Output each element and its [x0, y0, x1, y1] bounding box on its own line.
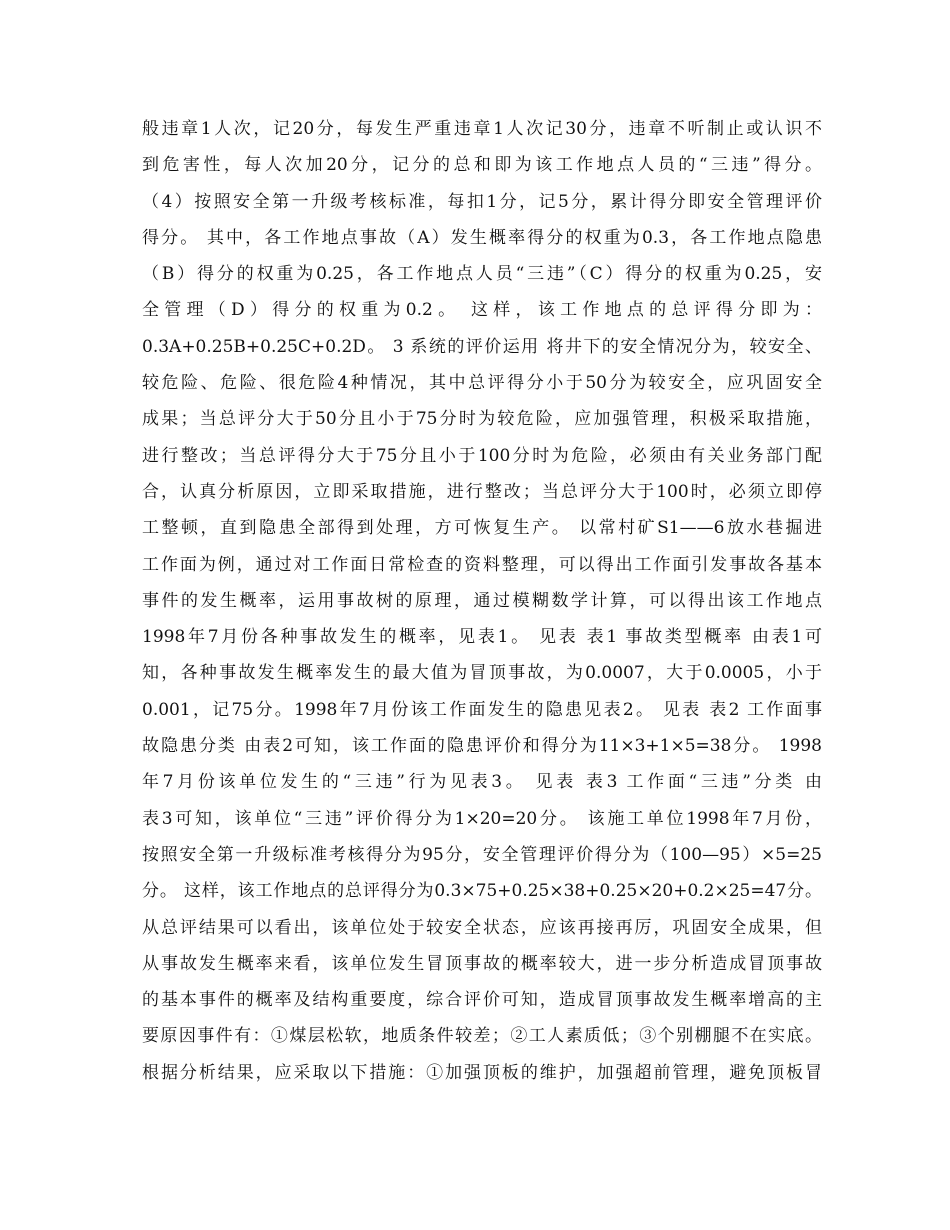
text-line-15: 1998年7月份各种事故发生的概率，见表1。 见表 表1 事故类型概率 由表1可 — [142, 627, 822, 648]
text-line-3: （4）按照安全第一升级考核标准，每扣1分，记5分，累计得分即安全管理评价 — [142, 191, 822, 212]
text-line-1: 般违章1人次，记20分，每发生严重违章1人次记30分，违章不听制止或认识不 — [142, 119, 822, 139]
text-line-19: 年7月份该单位发生的“三违”行为见表3。 见表 表3 工作面“三违”分类 由 — [142, 772, 822, 793]
text-line-24: 从事故发生概率来看，该单位发生冒顶事故的概率较大，进一步分析造成冒顶事故 — [142, 953, 822, 974]
text-line-27: 根据分析结果，应采取以下措施：①加强顶板的维护，加强超前管理，避免顶板冒 — [142, 1062, 822, 1083]
text-line-8: 较危险、危险、很危险4种情况，其中总评得分小于50分为较安全，应巩固安全 — [142, 373, 822, 394]
text-line-2: 到危害性，每人次加20分，记分的总和即为该工作地点人员的“三违”得分。 — [142, 155, 822, 176]
text-line-7: 0.3A+0.25B+0.25C+0.2D。 3 系统的评价运用 将井下的安全情况分为，较安全、 — [142, 336, 822, 357]
text-line-20: 表3可知，该单位“三违”评价得分为1×20=20分。 该施工单位1998年7月份， — [142, 808, 822, 829]
body-text — [142, 115, 822, 1095]
text-line-22: 分。 这样，该工作地点的总评得分为0.3×75+0.25×38+0.25×20+0.2×25=47分。 — [142, 881, 822, 902]
text-line-4: 得分。 其中，各工作地点事故（A）发生概率得分的权重为0.3，各工作地点隐患 — [142, 227, 822, 248]
text-line-6: 全管理（D）得分的权重为0.2。 这样，该工作地点的总评得分即为： — [142, 300, 822, 321]
text-line-26: 要原因事件有：①煤层松软，地质条件较差；②工人素质低；③个别棚腿不在实底。 — [142, 1026, 822, 1047]
text-line-14: 事件的发生概率，运用事故树的原理，通过模糊数学计算，可以得出该工作地点 — [142, 590, 822, 611]
text-line-9: 成果；当总评分大于50分且小于75分时为较危险，应加强管理，积极采取措施， — [142, 409, 822, 430]
text-line-13: 工作面为例，通过对工作面日常检查的资料整理，可以得出工作面引发事故各基本 — [142, 554, 822, 575]
text-line-17: 0.001，记75分。1998年7月份该工作面发生的隐患见表2。 见表 表2 工作面事 — [142, 699, 822, 720]
text-line-10: 进行整改；当总评得分大于75分且小于100分时为危险，必须由有关业务部门配 — [142, 445, 822, 466]
text-line-25: 的基本事件的概率及结构重要度，综合评价可知，造成冒顶事故发生概率增高的主 — [142, 990, 822, 1011]
text-line-5: （B）得分的权重为0.25，各工作地点人员“三违”（C）得分的权重为0.25，安 — [142, 264, 822, 285]
text-line-18: 故隐患分类 由表2可知，该工作面的隐患评价和得分为11×3+1×5=38分。 1998 — [142, 736, 822, 757]
text-line-12: 工整顿，直到隐患全部得到处理，方可恢复生产。 以常村矿S1——6放水巷掘进 — [142, 518, 822, 539]
text-line-16: 知，各种事故发生概率发生的最大值为冒顶事故，为0.0007，大于0.0005，小于 — [142, 663, 822, 684]
text-line-21: 按照安全第一升级标准考核得分为95分，安全管理评价得分为（100—95）×5=25 — [142, 844, 822, 865]
text-line-11: 合，认真分析原因，立即采取措施，进行整改；当总评分大于100时，必须立即停 — [142, 481, 822, 502]
text-line-23: 从总评结果可以看出，该单位处于较安全状态，应该再接再厉，巩固安全成果，但 — [142, 917, 822, 938]
